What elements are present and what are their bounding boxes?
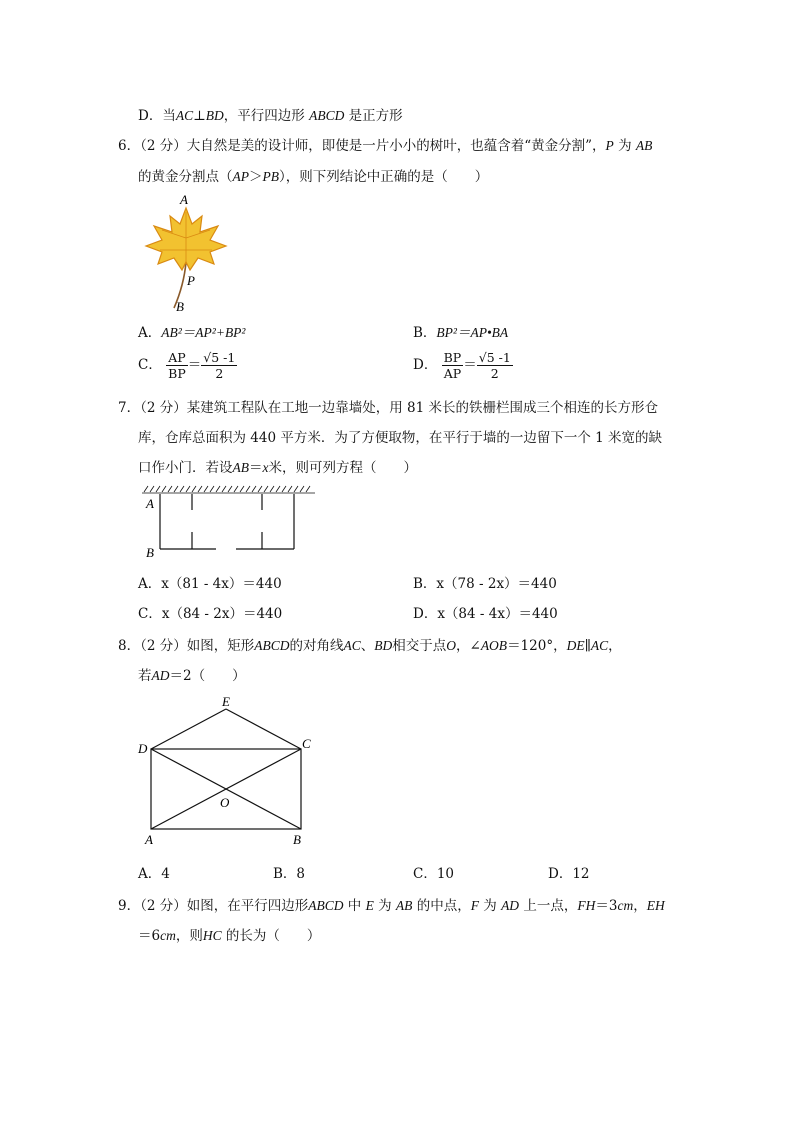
q8-option-b: B．8 xyxy=(273,866,306,882)
q8-stem-line1: 8．（2 分）如图，矩形ABCD的对角线AC、BD相交于点O，∠AOB＝120°，DE∥AC， xyxy=(118,638,622,654)
q7-option-a: A．x（81 - 4x）＝440 xyxy=(138,576,282,592)
q7-option-c: C．x（84 - 2x）＝440 xyxy=(138,606,283,622)
q6-label-p: P xyxy=(187,273,195,288)
segment-de xyxy=(151,709,226,749)
q8-label-e: E xyxy=(222,694,230,709)
q7-option-d: D．x（84 - 4x）＝440 xyxy=(413,606,558,622)
q6-label-b: B xyxy=(176,299,184,314)
q6-label-a: A xyxy=(180,192,188,207)
q6-stem-line2: 的黄金分割点（AP＞PB），则下列结论中正确的是（ ） xyxy=(138,169,489,185)
q9-stem-line1: 9．（2 分）如图，在平行四边形ABCD 中 E 为 AB 的中点，F 为 AD 上一点，FH＝3cm，EH xyxy=(118,898,665,914)
q7-label-a: A xyxy=(146,496,154,511)
q8-label-o: O xyxy=(220,795,230,810)
q8-option-c: C．10 xyxy=(413,866,455,882)
q6-option-a: A．AB²＝AP²+BP² xyxy=(138,325,246,341)
q8-label-b: B xyxy=(293,832,301,847)
q7-stem-line3: 口作小门．若设AB＝x米，则可列方程（ ） xyxy=(138,460,417,476)
q8-label-c: C xyxy=(302,736,311,751)
q8-stem-line2: 若AD＝2（ ） xyxy=(138,668,246,684)
segment-ec xyxy=(226,709,301,749)
q9-stem-line2: ＝6cm，则HC 的长为（ ） xyxy=(138,928,321,944)
q6-option-c: C． $\frac{AP}{BP}$ ＝ $\frac{√5 -1}{2}$ xyxy=(138,350,236,381)
q7-option-b: B．x（78 - 2x）＝440 xyxy=(413,576,557,592)
q7-warehouse-figure xyxy=(140,484,320,560)
q8-option-a: A．4 xyxy=(138,866,170,882)
q6-option-b: B．BP²＝AP•BA xyxy=(413,325,509,341)
q7-stem-line2: 库，仓库总面积为 440 平方米．为了方便取物，在平行于墙的一边留下一个 1 米宽的缺 xyxy=(138,430,663,446)
q7-stem-line1: 7．（2 分）某建筑工程队在工地一边靠墙处，用 81 米长的铁栅栏围成三个相连的长方形仓 xyxy=(118,400,658,416)
wall-hatching xyxy=(142,486,315,493)
q6-leaf-figure xyxy=(140,190,240,315)
q5-option-d: D．当AC⊥BD，平行四边形 ABCD 是正方形 xyxy=(138,108,403,124)
q8-rectangle-figure xyxy=(134,692,324,852)
q6-option-d: D． $\frac{BP}{AP}$ ＝ $\frac{√5 -1}{2}$ xyxy=(413,350,511,381)
fence xyxy=(160,494,294,549)
q6-stem-line1: 6．（2 分）大自然是美的设计师，即使是一片小小的树叶，也蕴含着“黄金分割”，P 为 AB xyxy=(118,138,653,154)
q7-label-b: B xyxy=(146,545,154,560)
q8-option-d: D．12 xyxy=(548,866,590,882)
q8-label-d: D xyxy=(138,741,148,756)
q8-label-a: A xyxy=(145,832,153,847)
